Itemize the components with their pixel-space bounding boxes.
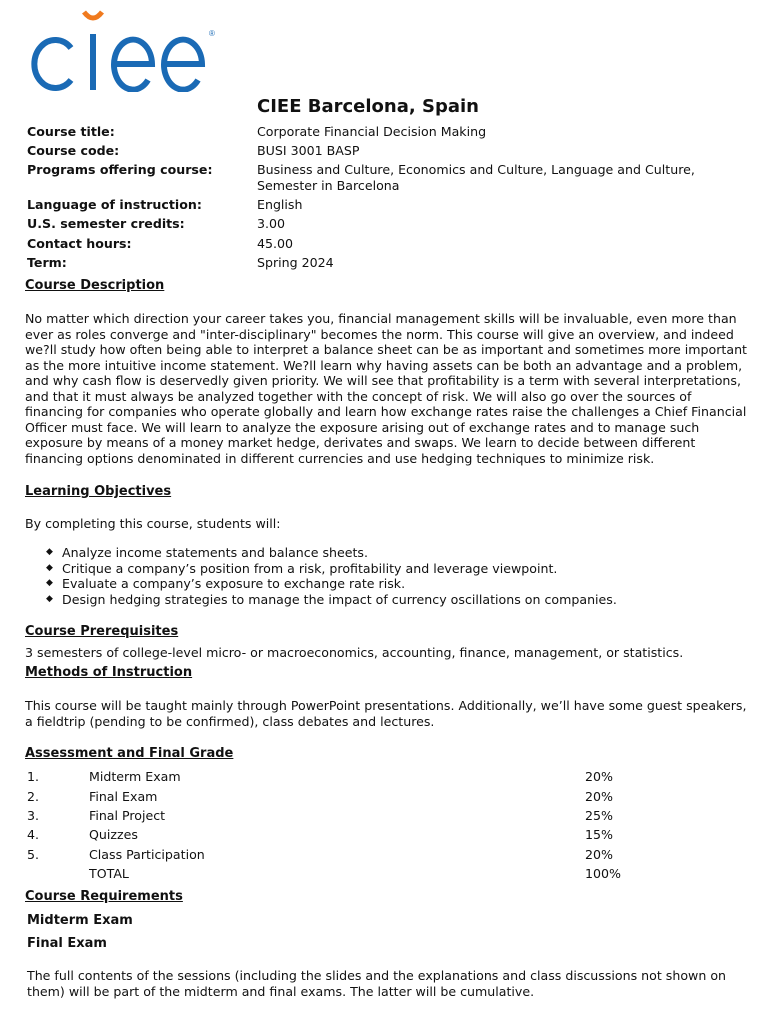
grade-item: Final Project bbox=[89, 808, 166, 823]
grade-number: 4. bbox=[27, 827, 40, 842]
grade-item: Quizzes bbox=[89, 827, 138, 842]
grade-item: Midterm Exam bbox=[89, 769, 181, 784]
info-value: Business and Culture, Economics and Culture, Language and Culture, Semester in Barcelona bbox=[257, 162, 695, 193]
grade-number: 5. bbox=[27, 847, 40, 862]
section-heading-requirements: Course Requirements bbox=[25, 889, 183, 904]
page-title: CIEE Barcelona, Spain bbox=[257, 96, 479, 117]
grade-item: Class Participation bbox=[89, 847, 205, 862]
grade-row-total bbox=[27, 866, 727, 882]
grade-row bbox=[27, 789, 727, 805]
list-item-text: Evaluate a company’s exposure to exchange rate risk. bbox=[62, 576, 406, 592]
info-value: 45.00 bbox=[257, 236, 294, 251]
info-label: Programs offering course: bbox=[27, 162, 213, 177]
info-value: 3.00 bbox=[257, 216, 286, 231]
bullet-icon: ◆ bbox=[46, 593, 53, 604]
section-heading-prerequisites: Course Prerequisites bbox=[25, 624, 179, 639]
list-item bbox=[45, 576, 745, 592]
info-label: Course code: bbox=[27, 143, 120, 158]
section-heading-methods: Methods of Instruction bbox=[25, 665, 193, 680]
section-heading-course-description: Course Description bbox=[25, 278, 165, 293]
ciee-logo bbox=[22, 8, 218, 92]
grade-weight: 20% bbox=[585, 847, 613, 862]
info-label: Contact hours: bbox=[27, 236, 132, 251]
grade-number: 1. bbox=[27, 769, 40, 784]
grade-row bbox=[27, 847, 727, 863]
list-item bbox=[45, 592, 745, 608]
list-item-text: Critique a company’s position from a risk, profitability and leverage viewpoint. bbox=[62, 560, 558, 576]
info-label: Language of instruction: bbox=[27, 197, 202, 212]
learning-objectives-list bbox=[45, 545, 745, 607]
requirements-text: The full contents of the sessions (including the slides and the explanations and class discussions not shown on them) will be part of the midterm and final exams. The latter will be cumulative. bbox=[27, 968, 727, 999]
section-heading-assessment: Assessment and Final Grade bbox=[25, 746, 234, 761]
info-label: Term: bbox=[27, 255, 67, 270]
grade-number: 2. bbox=[27, 789, 40, 804]
grade-row bbox=[27, 808, 727, 824]
grade-item: TOTAL bbox=[89, 866, 129, 881]
grade-number: 3. bbox=[27, 808, 40, 823]
methods-text: This course will be taught mainly through PowerPoint presentations. Additionally, we’ll have some guest speakers, a fieldtrip (pending to be confirmed), class debates and lectures. bbox=[25, 698, 747, 729]
grade-weight: 20% bbox=[585, 789, 613, 804]
grade-weight: 15% bbox=[585, 827, 613, 842]
info-value: English bbox=[257, 197, 303, 212]
info-value: Spring 2024 bbox=[257, 255, 334, 270]
grade-item: Final Exam bbox=[89, 789, 158, 804]
list-item-text: Analyze income statements and balance sheets. bbox=[62, 545, 368, 560]
list-item bbox=[45, 545, 745, 561]
grade-weight: 100% bbox=[585, 866, 622, 881]
course-description-text: No matter which direction your career takes you, financial management skills will be invaluable, even more than ever as roles converge and "inter-disciplinary" becomes the norm. This course will give an overview, and indeed we?ll study how often being able to interpret a balance sheet can be as important and sometimes more important as the more intuitive income statement. We?ll learn why having assets can be both an advantage and a problem, and why cash flow is deservedly given priority. We will see that profitability is a term with several interpretations, and that it must always be analyzed together with the concept of risk. We will also go over the sources of financing for companies who operate globally and learn how exchange rates raise the challenges a Chief Financial Officer must face. We will learn to analyze the exposure arising out of exchange rates and to manage such exposure by means of a money market hedge, derivates and swaps. We learn to decide between different financing options denominated in different currencies and use hedging techniques to minimize risk. bbox=[25, 311, 748, 466]
learning-objectives-intro: By completing this course, students will: bbox=[25, 516, 281, 531]
grade-row bbox=[27, 827, 727, 843]
grade-weight: 25% bbox=[585, 808, 613, 823]
list-item-text: Design hedging strategies to manage the impact of currency oscillations on companies. bbox=[62, 591, 617, 607]
prerequisites-text: 3 semesters of college-level micro- or macroeconomics, accounting, finance, management, or statistics. bbox=[25, 645, 684, 660]
subheading-final-exam: Final Exam bbox=[27, 936, 107, 951]
bullet-icon: ◆ bbox=[46, 578, 53, 589]
info-label: Course title: bbox=[27, 124, 115, 139]
grade-weight: 20% bbox=[585, 769, 613, 784]
info-label: U.S. semester credits: bbox=[27, 216, 185, 231]
list-item bbox=[45, 561, 745, 577]
subheading-midterm-exam: Midterm Exam bbox=[27, 913, 133, 928]
bullet-icon: ◆ bbox=[46, 562, 53, 573]
section-heading-learning-objectives: Learning Objectives bbox=[25, 484, 172, 499]
info-value: Corporate Financial Decision Making bbox=[257, 124, 487, 139]
registered-mark: ® bbox=[209, 29, 215, 38]
grade-row bbox=[27, 769, 727, 785]
bullet-icon: ◆ bbox=[46, 547, 53, 557]
info-value: BUSI 3001 BASP bbox=[257, 143, 360, 158]
